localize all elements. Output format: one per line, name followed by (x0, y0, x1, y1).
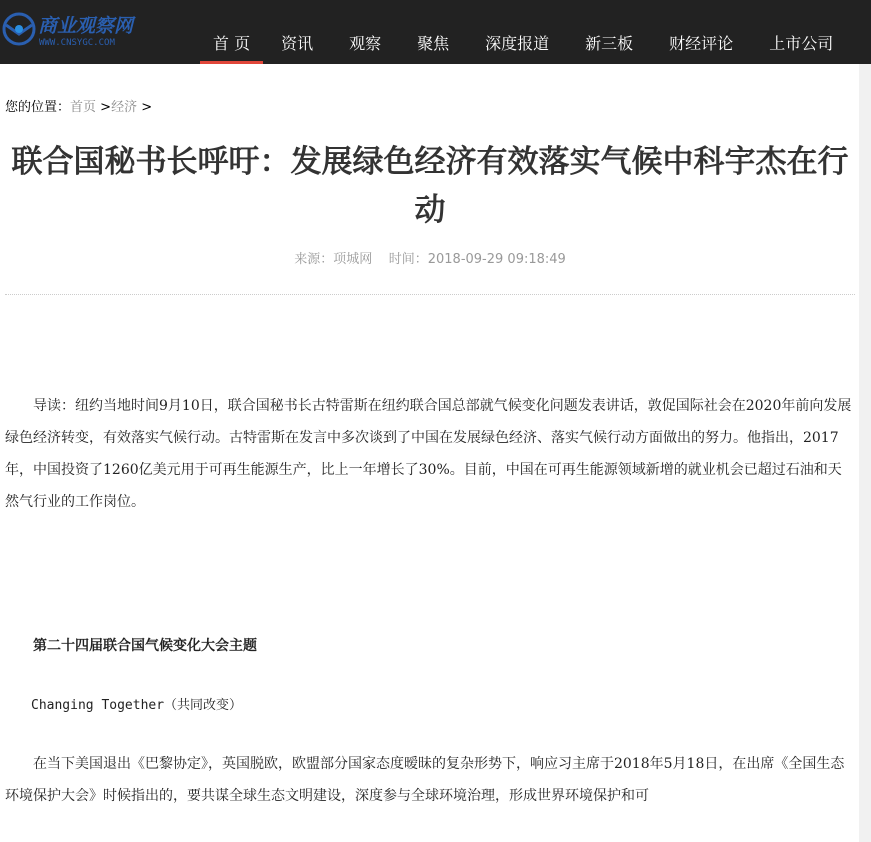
article-title: 联合国秘书长呼吁：发展绿色经济有效落实气候中科宇杰在行动 (11, 144, 849, 228)
article-paragraph: 在当下美国退出《巴黎协定》，英国脱欧，欧盟部分国家态度暧昧的复杂形势下，响应习主席于2018年5月18日，在出席《全国生态环境保护大会》时候指出的，要共谋全球生态文明建设，深度参与全球环境治理，形成世界环境保护和可 (5, 756, 845, 804)
breadcrumb (5, 96, 152, 115)
breadcrumb-prefix: 您的位置： (5, 100, 71, 115)
article-meta (5, 248, 855, 267)
nav-finance-review[interactable]: 财经评论 (669, 34, 734, 53)
svg-text:商业观察网: 商业观察网 (38, 15, 134, 37)
svg-text:WWW.CNSYGC.COM: WWW.CNSYGC.COM (39, 38, 115, 48)
article-body (5, 390, 855, 812)
nav-news[interactable]: 资讯 (281, 34, 314, 53)
nav-home[interactable]: 首 页 (200, 0, 263, 64)
nav-neeq[interactable]: 新三板 (585, 34, 634, 53)
nav-focus[interactable]: 聚焦 (417, 34, 450, 53)
breadcrumb-sep: > (137, 100, 153, 115)
breadcrumb-section[interactable]: 经济 (111, 100, 138, 115)
article-time: 时间：2018-09-29 09:18:49 (388, 252, 566, 267)
article-paragraph: Changing Together（共同改变） (31, 698, 243, 713)
scrollbar[interactable] (859, 64, 871, 842)
breadcrumb-sep: > (96, 100, 112, 115)
logo[interactable] (2, 12, 152, 48)
article-source: 来源：项城网 (294, 252, 373, 267)
article-paragraph: 导读：纽约当地时间9月10日，联合国秘书长古特雷斯在纽约联合国总部就气候变化问题发表讲话，敦促国际社会在2020年前向发展绿色经济转变，有效落实气候行动。古特雷斯在发言中多次谈到了中国在发展绿色经济、落实气候行动方面做出的努力。他指出，2017年，中国投资了1260亿美元用于可再生能源生产，比上一年增长了30%。目前，中国在可再生能源领域新增的就业机会已超过石油和天然气行业的工作岗位。 (5, 398, 852, 510)
site-header (0, 0, 871, 64)
main-nav (200, 0, 851, 64)
nav-observe[interactable]: 观察 (349, 34, 382, 53)
nav-in-depth[interactable]: 深度报道 (485, 34, 550, 53)
divider (5, 294, 855, 295)
article-subheading: 第二十四届联合国气候变化大会主题 (33, 638, 257, 654)
breadcrumb-home[interactable]: 首页 (70, 100, 97, 115)
nav-listed-companies[interactable]: 上市公司 (769, 34, 834, 53)
